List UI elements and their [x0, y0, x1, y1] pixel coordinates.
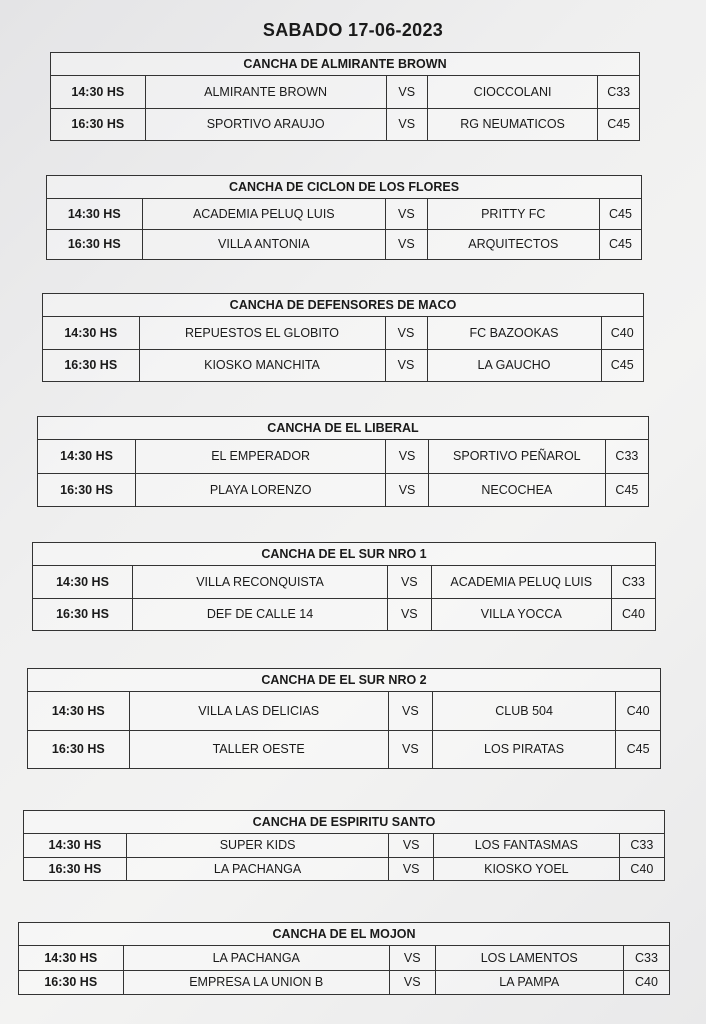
field-title: CANCHA DE EL SUR NRO 1: [33, 543, 655, 566]
match-row: [51, 76, 639, 108]
category-label: C40: [630, 861, 654, 876]
category-label: C33: [624, 946, 670, 970]
away-team: CIOCCOLANI: [427, 76, 598, 108]
match-time: 16:30 HS: [43, 349, 139, 381]
home-team: LA PACHANGA: [123, 946, 390, 970]
match-time: 14:30 HS: [19, 946, 123, 970]
category-label: C33: [605, 440, 648, 473]
away-team: NECOCHEA: [428, 473, 605, 506]
field-title: CANCHA DE EL LIBERAL: [38, 417, 648, 440]
home-team: REPUESTOS EL GLOBITO: [139, 317, 385, 349]
match-row: [38, 440, 648, 473]
match-row: [19, 970, 669, 994]
match-row: [19, 946, 669, 970]
home-team: SPORTIVO ARAUJO: [145, 108, 386, 140]
away-team: ACADEMIA PELUQ LUIS: [431, 566, 611, 598]
category-label: C33: [611, 566, 655, 598]
field-block: [27, 668, 661, 769]
match-time: 14:30 HS: [51, 76, 145, 108]
page-title: SABADO 17-06-2023: [262, 20, 444, 40]
category-label: C40: [616, 692, 660, 730]
away-team: PRITTY FC: [427, 199, 599, 229]
vs-label: VS: [385, 349, 427, 381]
away-team: LA GAUCHO: [427, 349, 601, 381]
home-team: EL EMPERADOR: [136, 440, 386, 473]
category-label: C40: [622, 607, 645, 622]
vs-label: VS: [386, 199, 428, 229]
category-label: C45: [608, 237, 632, 252]
category-label: C45: [615, 482, 639, 497]
vs-label: VS: [388, 566, 432, 598]
field-block: [23, 810, 665, 881]
away-team: SPORTIVO PEÑAROL: [428, 440, 605, 473]
vs-label: VS: [390, 970, 436, 994]
match-time: 16:30 HS: [51, 108, 145, 140]
vs-label: VS: [386, 76, 427, 108]
away-team: RG NEUMATICOS: [427, 108, 598, 140]
vs-label: VS: [388, 598, 432, 630]
field-block: [18, 922, 670, 995]
match-row: [28, 692, 660, 730]
vs-label: VS: [386, 440, 429, 473]
field-block: [32, 542, 656, 631]
field-title: CANCHA DE CICLON DE LOS FLORES: [47, 176, 641, 199]
home-team: VILLA RECONQUISTA: [133, 566, 388, 598]
match-table: [51, 76, 639, 140]
vs-label: VS: [388, 692, 432, 730]
match-time: 14:30 HS: [24, 834, 126, 857]
home-team: KIOSKO MANCHITA: [139, 349, 385, 381]
match-time: 16:30 HS: [19, 970, 123, 994]
home-team: ALMIRANTE BROWN: [145, 76, 386, 108]
field-title: CANCHA DE ESPIRITU SANTO: [24, 811, 664, 834]
match-row: [33, 566, 655, 598]
match-table: [24, 834, 664, 880]
home-team: SUPER KIDS: [126, 834, 388, 857]
home-team: PLAYA LORENZO: [136, 473, 386, 506]
vs-label: VS: [389, 834, 434, 857]
away-team: LOS PIRATAS: [432, 730, 615, 768]
match-time: 14:30 HS: [43, 317, 139, 349]
match-table: [19, 946, 669, 994]
category-label: C45: [610, 358, 634, 373]
vs-label: VS: [386, 229, 428, 259]
match-time: 14:30 HS: [28, 692, 129, 730]
field-title: CANCHA DE DEFENSORES DE MACO: [43, 294, 643, 317]
match-row: [47, 199, 641, 229]
category-label: C40: [635, 975, 658, 990]
match-row: [28, 730, 660, 768]
field-title: CANCHA DE EL SUR NRO 2: [28, 669, 660, 692]
match-table: [28, 692, 660, 768]
home-team: ACADEMIA PELUQ LUIS: [142, 199, 386, 229]
away-team: LA PAMPA: [435, 970, 624, 994]
away-team: FC BAZOOKAS: [427, 317, 601, 349]
match-table: [38, 440, 648, 506]
match-time: 16:30 HS: [47, 229, 142, 259]
match-row: [38, 473, 648, 506]
field-block: [46, 175, 642, 260]
away-team: ARQUITECTOS: [427, 229, 599, 259]
away-team: KIOSKO YOEL: [434, 857, 620, 880]
category-label: C45: [607, 117, 631, 132]
match-table: [43, 317, 643, 381]
home-team: TALLER OESTE: [129, 730, 388, 768]
vs-label: VS: [390, 946, 436, 970]
field-title: CANCHA DE ALMIRANTE BROWN: [51, 53, 639, 76]
home-team: EMPRESA LA UNION B: [123, 970, 390, 994]
away-team: LOS FANTASMAS: [434, 834, 620, 857]
match-time: 16:30 HS: [33, 598, 133, 630]
vs-label: VS: [385, 317, 427, 349]
match-table: [33, 566, 655, 630]
home-team: VILLA ANTONIA: [142, 229, 386, 259]
match-time: 14:30 HS: [38, 440, 136, 473]
vs-label: VS: [386, 108, 427, 140]
vs-label: VS: [388, 730, 432, 768]
match-time: 14:30 HS: [33, 566, 133, 598]
category-label: C33: [619, 834, 664, 857]
category-label: C45: [626, 742, 650, 757]
match-time: 16:30 HS: [38, 473, 136, 506]
match-time: 14:30 HS: [47, 199, 142, 229]
match-row: [43, 349, 643, 381]
home-team: DEF DE CALLE 14: [133, 598, 388, 630]
away-team: LOS LAMENTOS: [435, 946, 624, 970]
match-row: [43, 317, 643, 349]
match-row: [51, 108, 639, 140]
field-block: [42, 293, 644, 382]
match-table: [47, 199, 641, 259]
field-block: [50, 52, 640, 141]
match-row: [24, 834, 664, 857]
vs-label: VS: [386, 473, 429, 506]
category-label: C40: [601, 317, 643, 349]
vs-label: VS: [389, 857, 434, 880]
home-team: LA PACHANGA: [126, 857, 388, 880]
home-team: VILLA LAS DELICIAS: [129, 692, 388, 730]
field-title: CANCHA DE EL MOJON: [19, 923, 669, 946]
category-label: C45: [599, 199, 641, 229]
match-time: 16:30 HS: [28, 730, 129, 768]
match-row: [47, 229, 641, 259]
match-row: [24, 857, 664, 880]
field-block: [37, 416, 649, 507]
match-row: [33, 598, 655, 630]
match-time: 16:30 HS: [24, 857, 126, 880]
away-team: CLUB 504: [432, 692, 615, 730]
category-label: C33: [598, 76, 639, 108]
away-team: VILLA YOCCA: [431, 598, 611, 630]
